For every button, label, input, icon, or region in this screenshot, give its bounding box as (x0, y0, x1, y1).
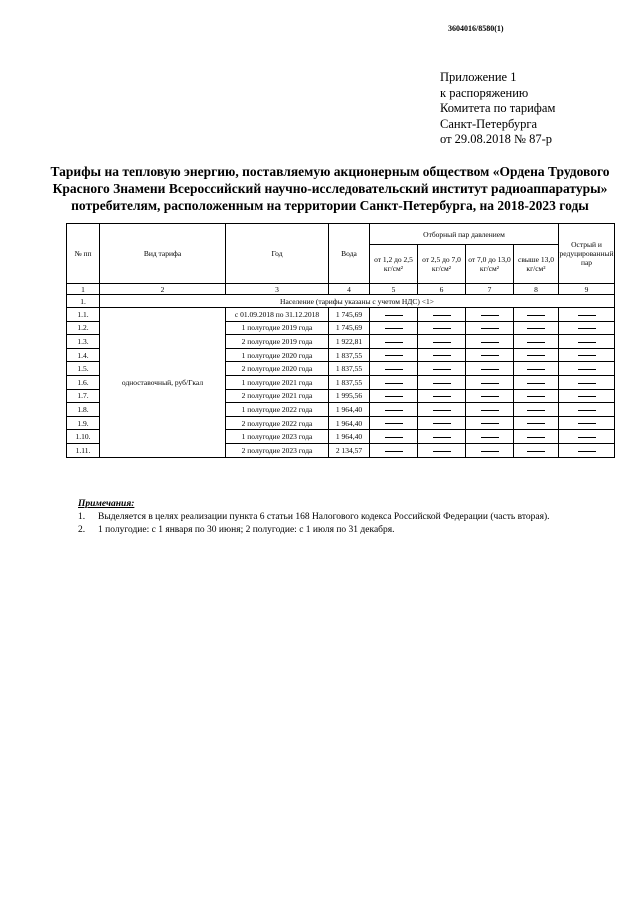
empty-cell (418, 362, 466, 376)
empty-cell (559, 375, 615, 389)
row-period: 2 полугодие 2020 года (226, 362, 329, 376)
dash-mark (481, 410, 499, 411)
empty-cell (559, 335, 615, 349)
empty-cell (370, 443, 418, 457)
dash-mark (527, 437, 545, 438)
empty-cell (418, 321, 466, 335)
row-period: 1 полугодие 2020 года (226, 348, 329, 362)
empty-cell (514, 430, 559, 444)
header-pressure-1: от 1,2 до 2,5 кг/см² (370, 245, 418, 284)
row-period: 2 полугодие 2019 года (226, 335, 329, 349)
empty-cell (514, 321, 559, 335)
dash-mark (578, 342, 596, 343)
appendix-line: к распоряжению (440, 85, 529, 100)
dash-mark (433, 355, 451, 356)
empty-cell (370, 403, 418, 417)
empty-cell (514, 362, 559, 376)
row-water-value: 1 964,40 (329, 430, 370, 444)
empty-cell (466, 308, 514, 322)
empty-cell (466, 335, 514, 349)
dash-mark (433, 423, 451, 424)
empty-cell (418, 443, 466, 457)
dash-mark (481, 383, 499, 384)
notes-block (78, 498, 550, 537)
dash-mark (385, 355, 403, 356)
note-item (78, 511, 550, 524)
dash-mark (578, 369, 596, 370)
column-number: 3 (226, 284, 329, 295)
dash-mark (527, 328, 545, 329)
dash-mark (578, 410, 596, 411)
dash-mark (385, 437, 403, 438)
header-tariff-type: Вид тарифа (100, 224, 226, 284)
header-num: № пп (67, 224, 100, 284)
empty-cell (418, 375, 466, 389)
empty-cell (370, 416, 418, 430)
row-water-value: 2 134,57 (329, 443, 370, 457)
note-item (78, 524, 550, 537)
dash-mark (578, 437, 596, 438)
table-row (67, 308, 615, 322)
dash-mark (527, 342, 545, 343)
row-water-value: 1 745,69 (329, 321, 370, 335)
dash-mark (578, 423, 596, 424)
dash-mark (433, 342, 451, 343)
dash-mark (481, 342, 499, 343)
empty-cell (370, 389, 418, 403)
empty-cell (514, 443, 559, 457)
header-pressure-2: от 2,5 до 7,0 кг/см² (418, 245, 466, 284)
dash-mark (481, 437, 499, 438)
row-period: 2 полугодие 2021 года (226, 389, 329, 403)
empty-cell (559, 362, 615, 376)
empty-cell (514, 348, 559, 362)
dash-mark (578, 396, 596, 397)
empty-cell (418, 348, 466, 362)
empty-cell (559, 443, 615, 457)
dash-mark (481, 355, 499, 356)
appendix-line: Комитета по тарифам (440, 101, 556, 115)
empty-cell (514, 403, 559, 417)
row-period: 2 полугодие 2023 года (226, 443, 329, 457)
dash-mark (481, 451, 499, 452)
empty-cell (418, 403, 466, 417)
column-number: 4 (329, 284, 370, 295)
empty-cell (370, 348, 418, 362)
dash-mark (481, 423, 499, 424)
document-title: Тарифы на тепловую энергию, поставляемую акционерным обществом «Ордена Трудового Красного Знамени Всероссийский научно-исследовательский институт радиоаппаратуры» потребителям, расположенным на территории Санкт-Петербурга, на 2018-2023 годы (50, 164, 610, 213)
row-num: 1.11. (67, 443, 100, 457)
empty-cell (514, 389, 559, 403)
dash-mark (578, 451, 596, 452)
empty-cell (514, 375, 559, 389)
row-water-value: 1 837,55 (329, 362, 370, 376)
dash-mark (433, 410, 451, 411)
row-num: 1.2. (67, 321, 100, 335)
dash-mark (385, 410, 403, 411)
dash-mark (481, 328, 499, 329)
empty-cell (466, 375, 514, 389)
notes-heading: Примечания: (78, 499, 135, 509)
row-num: 1.5. (67, 362, 100, 376)
row-water-value: 1 964,40 (329, 416, 370, 430)
row-num: 1.8. (67, 403, 100, 417)
empty-cell (514, 308, 559, 322)
column-number: 6 (418, 284, 466, 295)
dash-mark (433, 437, 451, 438)
empty-cell (559, 308, 615, 322)
dash-mark (481, 396, 499, 397)
empty-cell (466, 416, 514, 430)
dash-mark (433, 451, 451, 452)
empty-cell (418, 335, 466, 349)
row-period: 1 полугодие 2022 года (226, 403, 329, 417)
row-period: 1 полугодие 2021 года (226, 375, 329, 389)
document-number: 3604016/8580(1) (448, 24, 504, 33)
header-water: Вода (329, 224, 370, 284)
dash-mark (385, 423, 403, 424)
row-period: 1 полугодие 2019 года (226, 321, 329, 335)
dash-mark (527, 451, 545, 452)
row-num: 1.4. (67, 348, 100, 362)
row-water-value: 1 745,69 (329, 308, 370, 322)
empty-cell (466, 389, 514, 403)
dash-mark (527, 369, 545, 370)
dash-mark (527, 410, 545, 411)
empty-cell (418, 430, 466, 444)
empty-cell (466, 430, 514, 444)
header-pressure-3: от 7,0 до 13,0 кг/см² (466, 245, 514, 284)
empty-cell (370, 335, 418, 349)
group-row-label: Население (тарифы указаны с учетом НДС) <1> (100, 295, 615, 308)
row-water-value: 1 995,56 (329, 389, 370, 403)
row-num: 1.7. (67, 389, 100, 403)
column-number: 9 (559, 284, 615, 295)
dash-mark (385, 451, 403, 452)
dash-mark (527, 383, 545, 384)
note-text: Выделяется в целях реализации пункта 6 статьи 168 Налогового кодекса Российской Федерации (часть вторая). (98, 512, 550, 522)
dash-mark (385, 328, 403, 329)
empty-cell (418, 416, 466, 430)
row-water-value: 1 922,81 (329, 335, 370, 349)
row-period: с 01.09.2018 по 31.12.2018 (226, 308, 329, 322)
header-year: Год (226, 224, 329, 284)
dash-mark (578, 355, 596, 356)
empty-cell (514, 335, 559, 349)
dash-mark (385, 383, 403, 384)
empty-cell (370, 375, 418, 389)
dash-mark (433, 315, 451, 316)
empty-cell (466, 443, 514, 457)
dash-mark (578, 383, 596, 384)
empty-cell (370, 362, 418, 376)
header-steam-group: Отборный пар давлением (370, 224, 559, 245)
header-pressure-4: свыше 13,0 кг/см² (514, 245, 559, 284)
empty-cell (370, 308, 418, 322)
empty-cell (466, 362, 514, 376)
empty-cell (514, 416, 559, 430)
column-number: 5 (370, 284, 418, 295)
empty-cell (418, 308, 466, 322)
dash-mark (578, 328, 596, 329)
dash-mark (527, 423, 545, 424)
empty-cell (370, 321, 418, 335)
empty-cell (559, 348, 615, 362)
empty-cell (466, 403, 514, 417)
dash-mark (527, 315, 545, 316)
row-num: 1.1. (67, 308, 100, 322)
empty-cell (559, 416, 615, 430)
header-sharp-steam: Острый и редуцированный пар (559, 224, 615, 284)
dash-mark (385, 396, 403, 397)
tariff-type-cell: одноставочный, руб/Гкал (100, 308, 226, 458)
dash-mark (578, 315, 596, 316)
empty-cell (559, 389, 615, 403)
empty-cell (466, 348, 514, 362)
column-number: 8 (514, 284, 559, 295)
row-water-value: 1 837,55 (329, 375, 370, 389)
empty-cell (466, 321, 514, 335)
row-num: 1.6. (67, 375, 100, 389)
column-number: 2 (100, 284, 226, 295)
dash-mark (481, 315, 499, 316)
row-water-value: 1 837,55 (329, 348, 370, 362)
row-period: 2 полугодие 2022 года (226, 416, 329, 430)
dash-mark (385, 369, 403, 370)
note-number: 1. (78, 512, 86, 522)
row-period: 1 полугодие 2023 года (226, 430, 329, 444)
appendix-line: от 29.08.2018 № 87-р (440, 132, 553, 146)
empty-cell (418, 389, 466, 403)
empty-cell (559, 321, 615, 335)
row-num: 1.10. (67, 430, 100, 444)
dash-mark (527, 396, 545, 397)
appendix-block (440, 70, 555, 148)
empty-cell (370, 430, 418, 444)
dash-mark (433, 396, 451, 397)
note-text: 1 полугодие: с 1 января по 30 июня; 2 полугодие: с 1 июля по 31 декабря. (98, 525, 395, 535)
column-number: 7 (466, 284, 514, 295)
dash-mark (433, 383, 451, 384)
empty-cell (559, 403, 615, 417)
note-number: 2. (78, 525, 86, 535)
appendix-line: Приложение 1 (440, 70, 517, 84)
empty-cell (559, 430, 615, 444)
dash-mark (385, 342, 403, 343)
group-row-num: 1. (67, 295, 100, 308)
column-number: 1 (67, 284, 100, 295)
row-num: 1.3. (67, 335, 100, 349)
appendix-line: Санкт-Петербурга (440, 116, 538, 131)
row-num: 1.9. (67, 416, 100, 430)
dash-mark (433, 328, 451, 329)
dash-mark (481, 369, 499, 370)
dash-mark (527, 355, 545, 356)
tariff-table (66, 223, 615, 458)
dash-mark (433, 369, 451, 370)
dash-mark (385, 315, 403, 316)
row-water-value: 1 964,40 (329, 403, 370, 417)
